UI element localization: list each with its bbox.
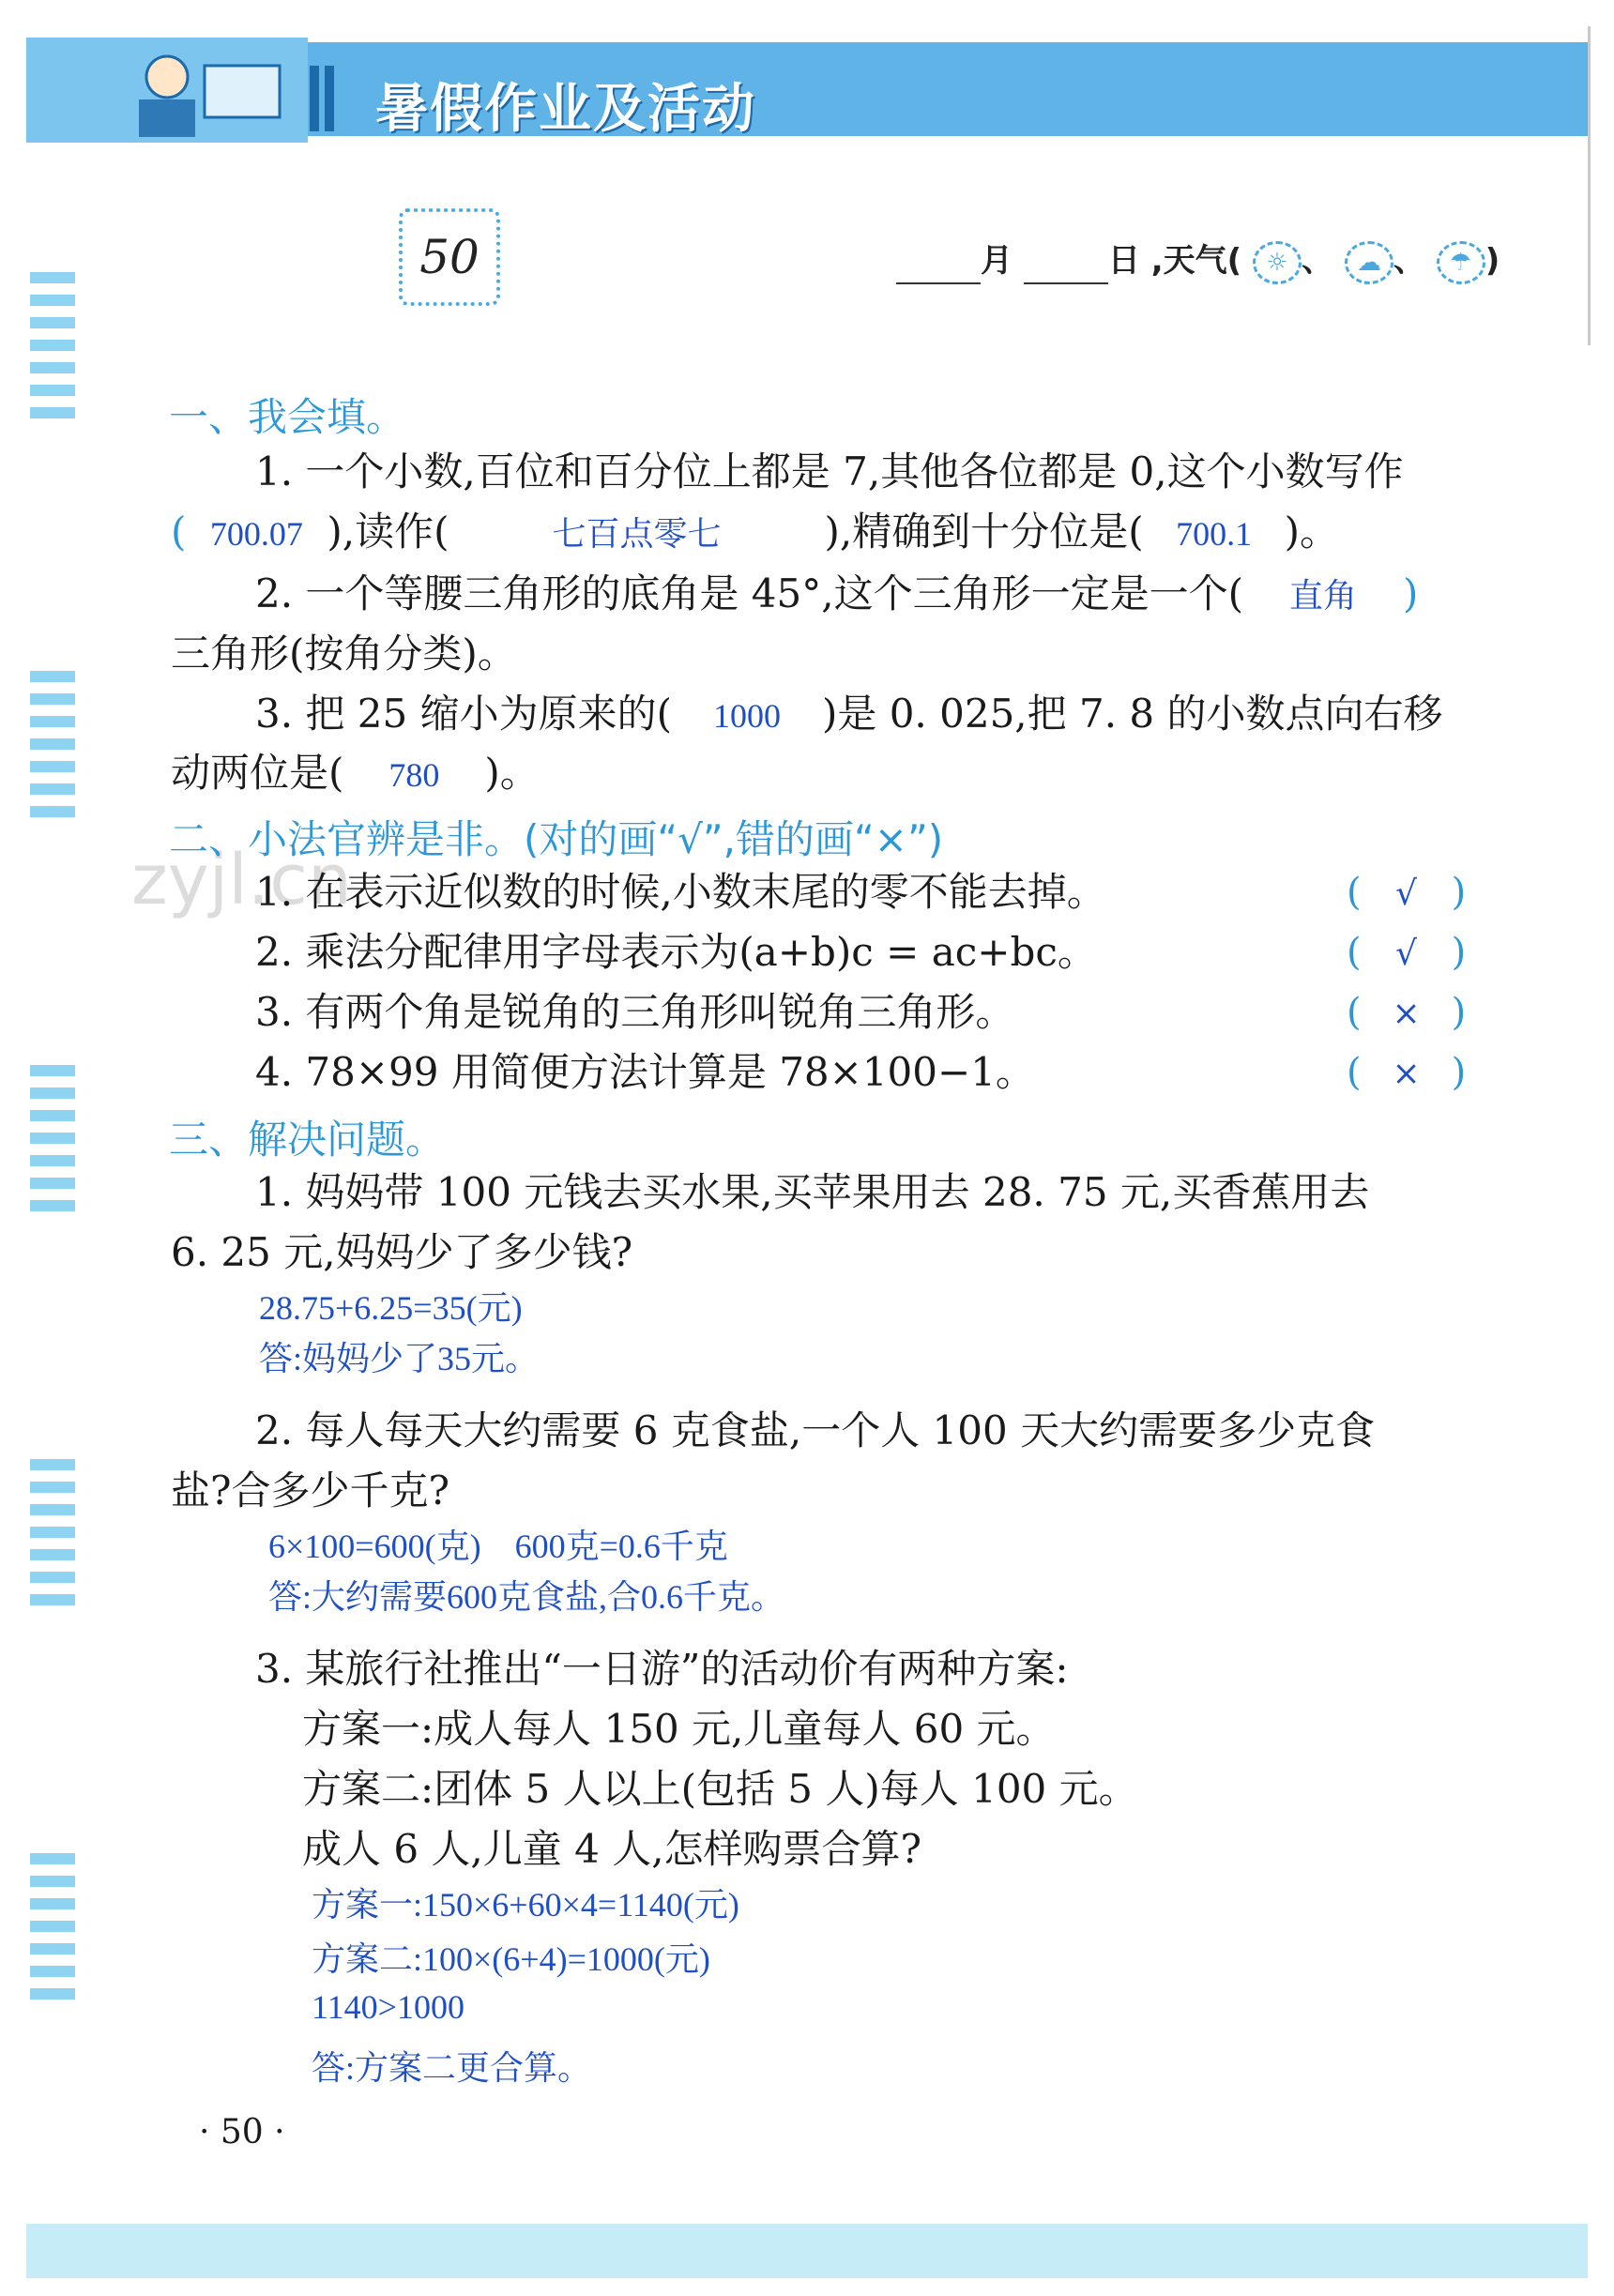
tf-mark-3: ( × ) [1347, 991, 1467, 1034]
tf-mark-value: √ [1395, 874, 1418, 913]
q3-text-b: )是 0. 025,把 7. 8 的小数点向右移 [821, 691, 1443, 737]
p3-line3: 方案二:团体 5 人以上(包括 5 人)每人 100 元。 [302, 1766, 1138, 1812]
separator: 、 [1393, 242, 1425, 280]
day-number: 50 [399, 208, 500, 306]
margin-decoration [30, 1065, 75, 1223]
margin-decoration [30, 671, 75, 829]
p1-line1: 1. 妈妈带 100 元钱去买水果,买苹果用去 28. 75 元,买香蕉用去 [255, 1169, 1370, 1215]
q2-answer: 直角 [1288, 577, 1357, 615]
p3-answer-plan1: 方案一:150×6+60×4=1140(元) [312, 1886, 739, 1923]
q3-line1 [255, 691, 1443, 737]
p1-line2: 6. 25 元,妈妈少了多少钱? [171, 1229, 633, 1275]
q1-text-b: ),读作( [327, 509, 449, 555]
p2-answer-calc: 6×100=600(克) 600克=0.6千克 [268, 1528, 728, 1565]
q1-answer2: 七百点零七 [552, 515, 722, 553]
rain-icon: ☂ [1437, 241, 1485, 284]
separator: 、 [1302, 242, 1333, 280]
day-blank [1024, 254, 1108, 284]
p2-line2: 盐?合多少千克? [171, 1467, 450, 1513]
p2-line1: 2. 每人每天大约需要 6 克食盐,一个人 100 天大约需要多少克食 [255, 1407, 1376, 1453]
q3-text-a: 3. 把 25 缩小为原来的( [255, 691, 672, 737]
section3-title: 三、解决问题。 [169, 1117, 446, 1163]
margin-decoration [30, 1853, 75, 2011]
p1-answer-text: 答:妈妈少了35元。 [259, 1340, 540, 1377]
tf-item-1: 1. 在表示近似数的时候,小数末尾的零不能去掉。 [255, 869, 1106, 915]
tf-item-3: 3. 有两个角是锐角的三角形叫锐角三角形。 [255, 989, 1015, 1035]
header-illustration [26, 38, 308, 143]
p1-answer-calc: 28.75+6.25=35(元) [259, 1289, 523, 1327]
tf-mark-value: × [1392, 995, 1421, 1033]
page-title: 暑假作业及活动 [375, 79, 756, 140]
tf-item-2: 2. 乘法分配律用字母表示为(a+b)c = ac+bc。 [255, 929, 1097, 975]
q3-answer2: 780 [388, 756, 440, 794]
q3-answer1: 1000 [712, 697, 781, 735]
tf-mark-2: ( √ ) [1347, 931, 1467, 974]
paren-close: ) [1485, 242, 1500, 280]
month-blank [896, 254, 981, 284]
month-label: 月 [981, 242, 1013, 280]
tf-mark-1: ( √ ) [1347, 871, 1467, 914]
q2-line1 [255, 570, 1419, 616]
tf-mark-4: ( × ) [1347, 1051, 1467, 1094]
p3-answer-plan2: 方案二:100×(6+4)=1000(元) [312, 1940, 710, 1978]
q2-text-a: 2. 一个等腰三角形的底角是 45°,这个三角形一定是一个( [255, 570, 1243, 616]
q1-answer3: 700.1 [1176, 515, 1253, 553]
section1-title: 一、我会填。 [169, 394, 406, 440]
weather-label: 天气( [1163, 242, 1242, 280]
margin-decoration [30, 272, 75, 430]
tf-mark-value: × [1392, 1055, 1421, 1093]
q1-answer1: 700.07 [209, 515, 303, 553]
tf-mark-value: √ [1395, 935, 1418, 973]
date-weather-line: 月 日 ,天气( ☼ 、 ☁ 、 ☂ ) [896, 235, 1500, 284]
watermark: zyjl.cn [131, 840, 352, 920]
section2-title: 二、小法官辨是非。(对的画“√”,错的画“×”) [169, 816, 944, 862]
p2-answer-text: 答:大约需要600克食盐,合0.6千克。 [268, 1578, 785, 1616]
q3-text-c: 动两位是( [171, 750, 344, 796]
q1-line1: 1. 一个小数,百位和百分位上都是 7,其他各位都是 0,这个小数写作 [255, 449, 1404, 494]
p3-answer-compare: 1140>1000 [312, 1988, 464, 2026]
p3-answer-text: 答:方案二更合算。 [312, 2049, 592, 2087]
divider [1588, 26, 1591, 345]
header-bars [310, 66, 347, 131]
day-label: 日 [1107, 242, 1140, 280]
student-at-computer-icon [26, 38, 308, 143]
q2-line2: 三角形(按角分类)。 [171, 631, 517, 677]
p3-line4: 成人 6 人,儿童 4 人,怎样购票合算? [302, 1826, 922, 1872]
footer-band [26, 2224, 1588, 2278]
cloud-icon: ☁ [1345, 241, 1393, 284]
p3-line1: 3. 某旅行社推出“一日游”的活动价有两种方案: [255, 1646, 1069, 1692]
q3-line2 [171, 750, 540, 796]
q1-text-d: )。 [1284, 509, 1340, 555]
q1-line2: ( 700.07 ),读作( 七百点零七 ),精确到十分位是( 700.1 )。 [171, 509, 1340, 555]
margin-decoration [30, 1459, 75, 1617]
page-number: · 50 · [199, 2113, 285, 2152]
p3-line2: 方案一:成人每人 150 元,儿童每人 60 元。 [302, 1706, 1056, 1752]
tf-item-4: 4. 78×99 用简便方法计算是 78×100−1。 [255, 1049, 1035, 1095]
q1-text-c: ),精确到十分位是( [824, 509, 1144, 555]
q3-text-d: )。 [484, 750, 540, 796]
sun-icon: ☼ [1253, 241, 1302, 284]
q2-paren: ) [1402, 570, 1419, 616]
